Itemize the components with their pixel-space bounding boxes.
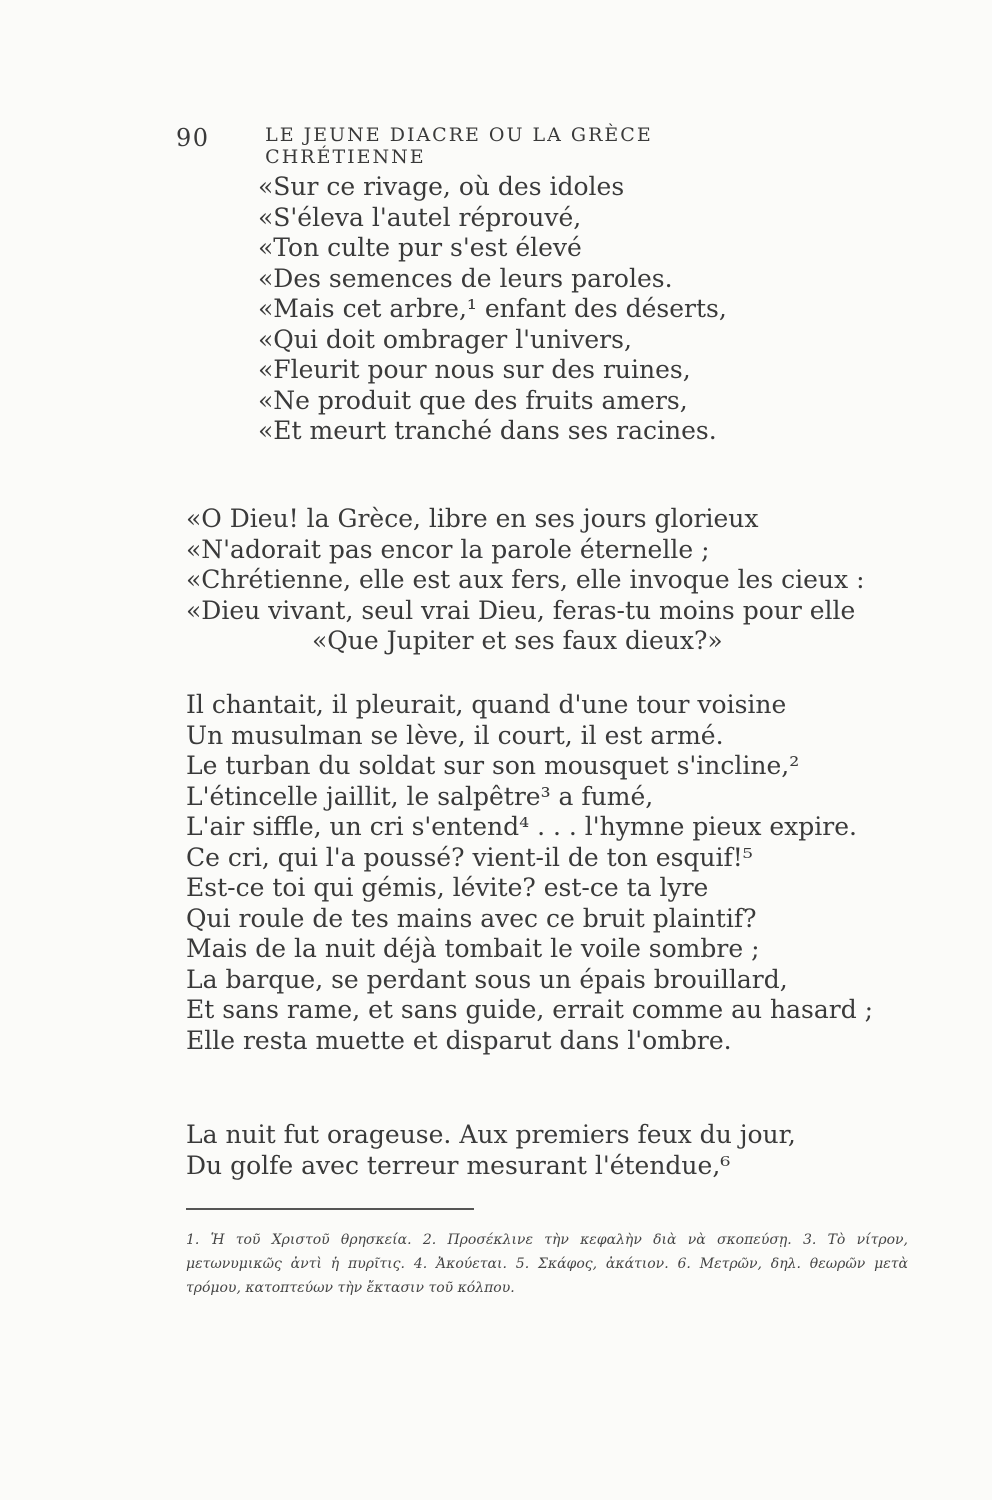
verse-line: L'air siffle, un cri s'entend⁴ . . . l'hymne pieux expire. (186, 812, 857, 841)
verse-line: «Mais cet arbre,¹ enfant des déserts, (258, 294, 727, 323)
verse-line: «N'adorait pas encor la parole éternelle ; (186, 534, 710, 564)
stanza-1 (258, 172, 727, 447)
verse-line: Elle resta muette et disparut dans l'ombre. (186, 1025, 732, 1055)
verse-line: «O Dieu! la Grèce, libre en ses jours glorieux (186, 504, 759, 533)
verse-line: La nuit fut orageuse. Aux premiers feux du jour, (186, 1120, 796, 1149)
verse-line: «S'éleva l'autel réprouvé, (258, 202, 582, 232)
running-header (176, 124, 816, 168)
verse-line: «Sur ce rivage, où des idoles (258, 172, 625, 201)
verse-line: «Dieu vivant, seul vrai Dieu, feras-tu moins pour elle (186, 595, 856, 625)
verse-line: Le turban du soldat sur son mousquet s'incline,² (186, 751, 800, 780)
verse-line: Et sans rame, et sans guide, errait comme au hasard ; (186, 995, 874, 1024)
verse-line: Du golfe avec terreur mesurant l'étendue,⁶ (186, 1150, 731, 1180)
verse-line: «Ton culte pur s'est élevé (258, 233, 582, 262)
verse-line: «Ne produit que des fruits amers, (258, 385, 688, 415)
verse-line: Il chantait, il pleurait, quand d'une tour voisine (186, 690, 787, 719)
verse-line: Un musulman se lève, il court, il est armé. (186, 720, 724, 750)
stanza-2 (186, 504, 865, 657)
verse-line: «Que Jupiter et ses faux dieux?» (312, 626, 723, 655)
stanza-3 (186, 690, 873, 1056)
verse-line: Qui roule de tes mains avec ce bruit plaintif? (186, 903, 757, 933)
verse-line: «Fleurit pour nous sur des ruines, (258, 355, 691, 384)
verse-line: Ce cri, qui l'a poussé? vient-il de ton esquif!⁵ (186, 842, 753, 872)
verse-line: L'étincelle jaillit, le salpêtre³ a fumé, (186, 781, 654, 811)
running-title: LE JEUNE DIACRE OU LA GRÈCE CHRÉTIENNE (265, 124, 653, 168)
verse-line: «Qui doit ombrager l'univers, (258, 324, 632, 354)
verse-line: La barque, se perdant sous un épais brouillard, (186, 964, 788, 994)
footnote-divider (186, 1208, 474, 1210)
verse-line: «Et meurt tranché dans ses racines. (258, 416, 717, 445)
page-number: 90 (176, 124, 210, 152)
footnotes: 1. Ἡ τοῦ Χριστοῦ θρησκεία. 2. Προσέκλινε τὴν κεφαλὴν διὰ νὰ σκοπεύσῃ. 3. Τὸ νίτρον, μετωνυμικῶς ἀντὶ ἡ πυρῖτις. 4. Ἀκούεται. 5. Σκάφος, ἀκάτιον. 6. Μετρῶν, δηλ. θεωρῶν μετὰ τρόμου, κατοπτεύων τὴν ἔκτασιν τοῦ κόλπου. (186, 1232, 908, 1296)
verse-line: «Des semences de leurs paroles. (258, 263, 673, 293)
stanza-4 (186, 1120, 796, 1181)
verse-line: Est-ce toi qui gémis, lévite? est-ce ta lyre (186, 873, 709, 902)
verse-line: «Chrétienne, elle est aux fers, elle invoque les cieux : (186, 565, 865, 594)
verse-line: Mais de la nuit déjà tombait le voile sombre ; (186, 934, 760, 963)
